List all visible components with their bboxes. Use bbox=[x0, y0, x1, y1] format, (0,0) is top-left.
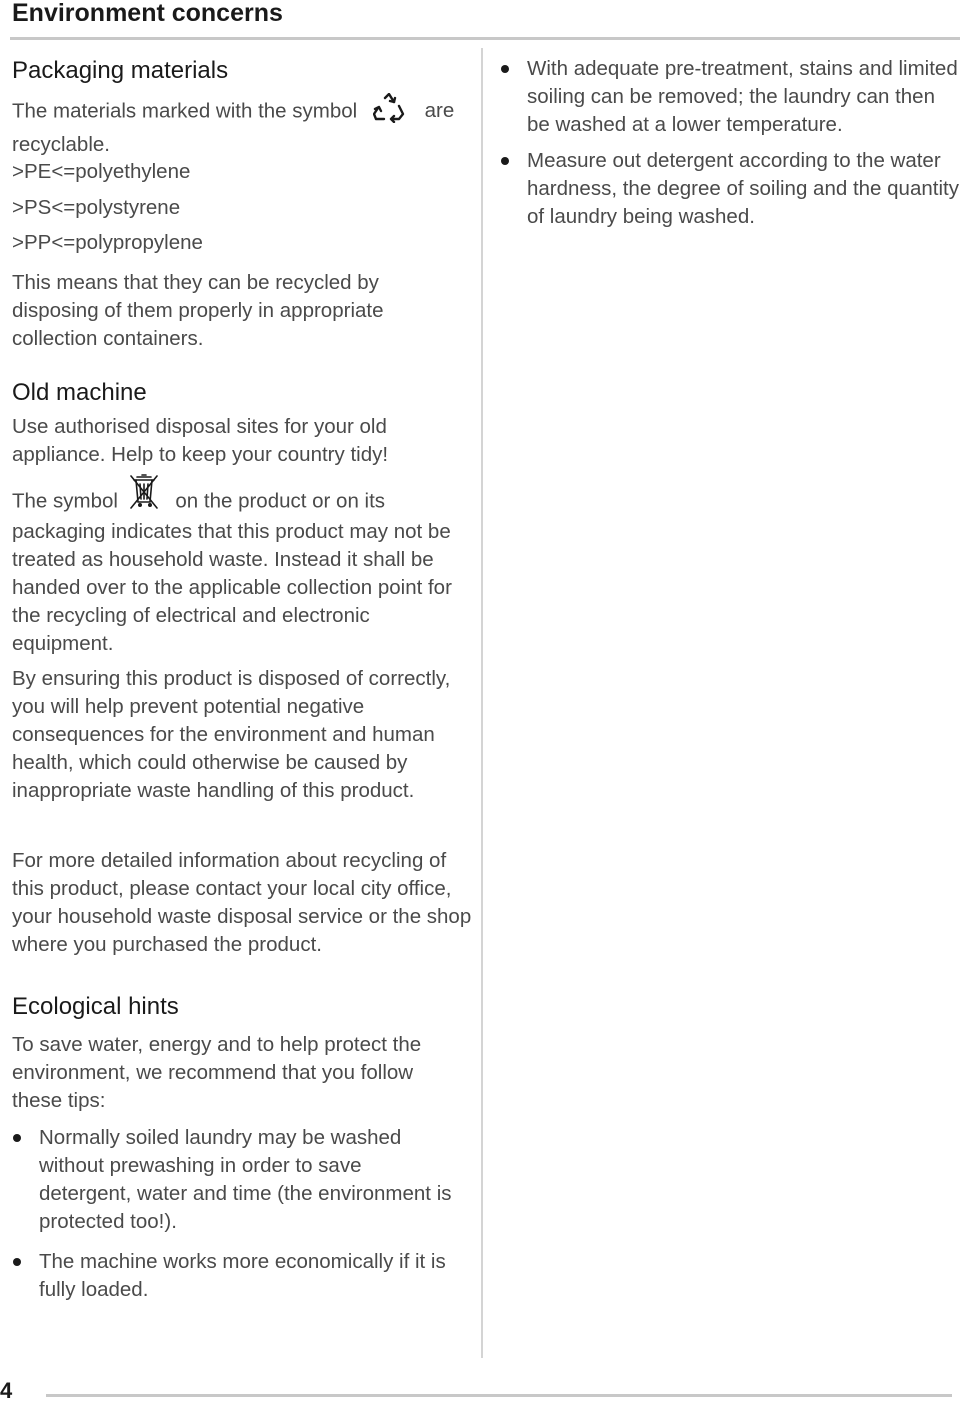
material-item: >PP<=polypropylene bbox=[12, 231, 203, 254]
recycling-icon bbox=[373, 93, 405, 131]
material-item: >PS<=polystyrene bbox=[12, 196, 181, 219]
tip-text: With adequate pre-treatment, stains and limited soiling can be removed; the laundry can then be washed at a lower temperature. bbox=[527, 57, 958, 136]
list-item bbox=[500, 55, 960, 139]
page-number: 4 bbox=[0, 1378, 13, 1403]
packaging-intro bbox=[12, 93, 474, 159]
column-divider bbox=[481, 48, 483, 1358]
old-machine-p2-rest: on the product or on its packaging indicates that this product may not be treated as household waste. Instead it shall be handed over to the applicable collection point for the recycling of electrical and electronic equipment. bbox=[12, 489, 452, 655]
list-item bbox=[12, 1124, 459, 1236]
page-title: Environment concerns bbox=[12, 0, 283, 27]
old-machine-p2-start: The symbol bbox=[12, 489, 118, 513]
old-machine-p2 bbox=[12, 486, 467, 658]
crossed-bin-icon bbox=[128, 486, 160, 518]
ecological-heading: Ecological hints bbox=[12, 993, 179, 1020]
right-tips bbox=[500, 55, 960, 231]
bullet-icon bbox=[501, 65, 509, 73]
bullet-icon bbox=[501, 157, 509, 165]
old-machine-p3: By ensuring this product is disposed of correctly, you will help prevent potential negative consequences for the environment and human health, which could otherwise be caused by inappropriate waste handling of this product. bbox=[12, 667, 451, 802]
old-machine-p4: For more detailed information about recycling of this product, please contact your local city office, your household waste disposal service or the shop where you purchased the product. bbox=[12, 849, 472, 956]
packaging-intro-after: are bbox=[424, 99, 455, 123]
packaging-heading: Packaging materials bbox=[12, 57, 229, 84]
material-item: >PE<=polyethylene bbox=[12, 160, 191, 183]
bullet-icon bbox=[13, 1134, 21, 1142]
list-item bbox=[500, 147, 960, 231]
packaging-intro-tail: recyclable. bbox=[12, 133, 110, 156]
old-machine-p1: Use authorised disposal sites for your old appliance. Help to keep your country tidy! bbox=[12, 415, 389, 466]
title-rule bbox=[10, 37, 960, 40]
footer-rule bbox=[46, 1394, 952, 1397]
bullet-icon bbox=[13, 1258, 21, 1266]
tip-text: The machine works more economically if it is fully loaded. bbox=[39, 1250, 446, 1301]
tip-text: Measure out detergent according to the water hardness, the degree of soiling and the quantity of laundry being washed. bbox=[527, 149, 959, 228]
tip-text: Normally soiled laundry may be washed without prewashing in order to save detergent, water and time (the environment is protected too!). bbox=[39, 1126, 452, 1233]
ecological-intro: To save water, energy and to help protect the environment, we recommend that you follow these tips: bbox=[12, 1033, 422, 1112]
old-machine-heading: Old machine bbox=[12, 379, 147, 406]
packaging-note: This means that they can be recycled by disposing of them properly in appropriate collection containers. bbox=[12, 271, 384, 350]
packaging-intro-text: The materials marked with the symbol bbox=[12, 99, 358, 123]
list-item bbox=[12, 1248, 474, 1304]
ecological-tips bbox=[12, 1124, 474, 1304]
